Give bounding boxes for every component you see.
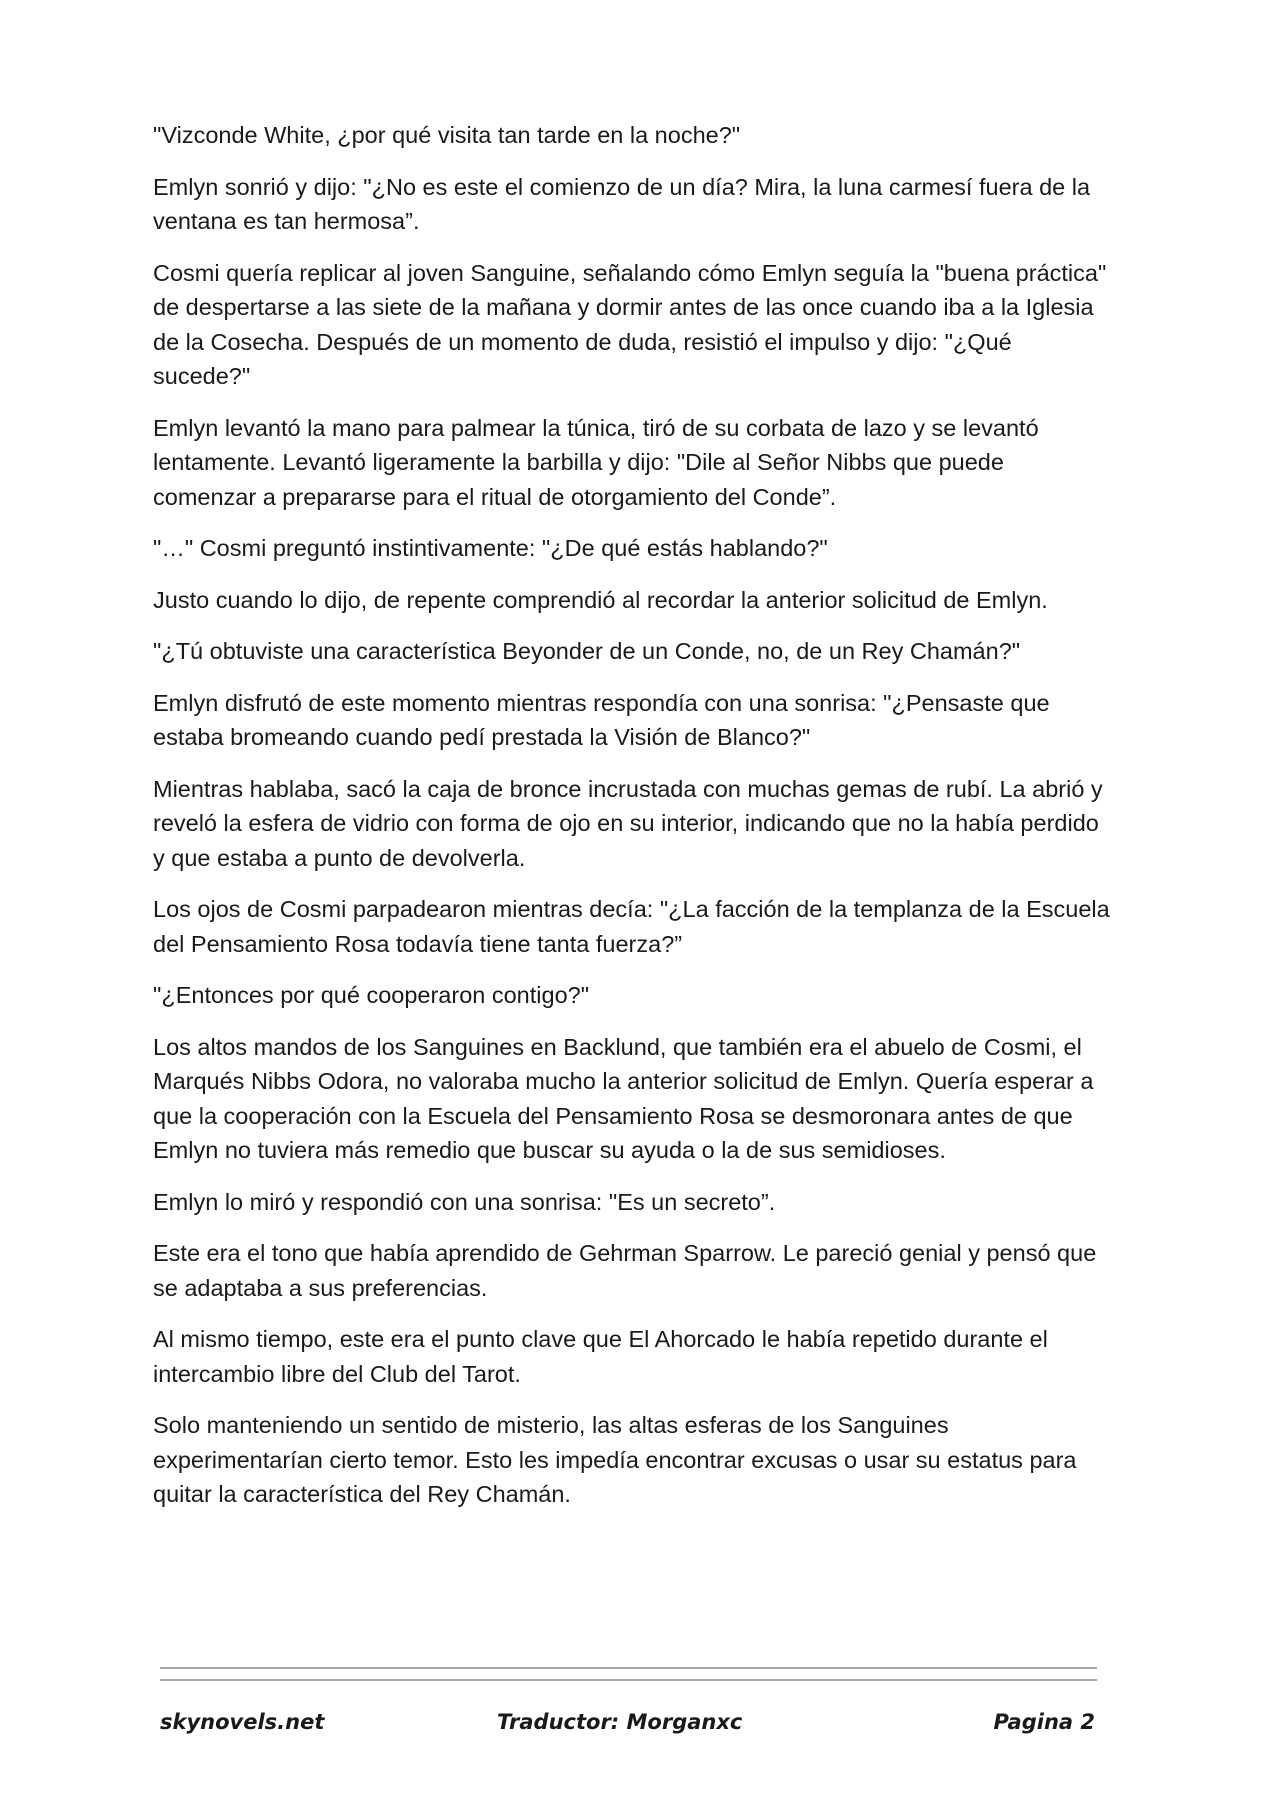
- paragraph: Mientras hablaba, sacó la caja de bronce incrustada con muchas gemas de rubí. La abrió y reveló la esfera de vidrio con forma de ojo en su interior, indicando que no la había perdido y que estaba a punto de devolverla.: [153, 775, 1103, 871]
- footer-page-number: Pagina 2: [993, 1710, 1095, 1734]
- footer-divider: [160, 1679, 1097, 1681]
- paragraph: Los altos mandos de los Sanguines en Backlund, que también era el abuelo de Cosmi, el Marqués Nibbs Odora, no valoraba mucho la anterior solicitud de Emlyn. Quería esperar a que la cooperación con la Escuela del Pensamiento Rosa se desmoronara antes de que Emlyn no tuviera más remedio que buscar su ayuda o la de sus semidioses.: [153, 1033, 1094, 1163]
- paragraph: Cosmi quería replicar al joven Sanguine, señalando cómo Emlyn seguía la "buena práctica" de despertarse a las siete de la mañana y dormir antes de las once cuando iba a la Iglesia de la Cosecha. Después de un momento de duda, resistió el impulso y dijo: "¿Qué sucede?": [153, 259, 1107, 389]
- paragraph: "¿Tú obtuviste una característica Beyonder de un Conde, no, de un Rey Chamán?": [153, 638, 1021, 664]
- paragraph: Emlyn levantó la mano para palmear la túnica, tiró de su corbata de lazo y se levantó lentamente. Levantó ligeramente la barbilla y dijo: "Dile al Señor Nibbs que puede comenzar a prepararse para el ritual de otorgamiento del Conde”.: [153, 414, 1039, 510]
- page-content: [153, 118, 1113, 1529]
- paragraph: Justo cuando lo dijo, de repente comprendió al recordar la anterior solicitud de Emlyn.: [153, 586, 1048, 613]
- paragraph: Emlyn sonrió y dijo: "¿No es este el comienzo de un día? Mira, la luna carmesí fuera de la ventana es tan hermosa”.: [153, 173, 1091, 234]
- paragraph: "…" Cosmi preguntó instintivamente: "¿De qué estás hablando?": [153, 535, 828, 561]
- paragraph: "Vizconde White, ¿por qué visita tan tarde en la noche?": [153, 122, 741, 148]
- footer-site: skynovels.net: [160, 1710, 325, 1734]
- paragraph: Emlyn lo miró y respondió con una sonrisa: "Es un secreto”.: [153, 1188, 776, 1215]
- paragraph: Solo manteniendo un sentido de misterio, las altas esferas de los Sanguines experimentarían cierto temor. Esto les impedía encontrar excusas o usar su estatus para quitar la característica del Rey Chamán.: [153, 1412, 1077, 1507]
- paragraph: "¿Entonces por qué cooperaron contigo?": [153, 982, 590, 1008]
- footer-divider: [160, 1667, 1097, 1669]
- paragraph: Los ojos de Cosmi parpadearon mientras decía: "¿La facción de la templanza de la Escuela del Pensamiento Rosa todavía tiene tanta fuerza?”: [153, 896, 1110, 957]
- footer-translator: Traductor: Morganxc: [497, 1710, 743, 1734]
- paragraph: Al mismo tiempo, este era el punto clave que El Ahorcado le había repetido durante el intercambio libre del Club del Tarot.: [153, 1326, 1048, 1387]
- paragraph: Este era el tono que había aprendido de Gehrman Sparrow. Le pareció genial y pensó que se adaptaba a sus preferencias.: [153, 1240, 1097, 1301]
- page-footer: [160, 1710, 1097, 1742]
- paragraph: Emlyn disfrutó de este momento mientras respondía con una sonrisa: "¿Pensaste que estaba bromeando cuando pedí prestada la Visión de Blanco?": [153, 689, 1050, 750]
